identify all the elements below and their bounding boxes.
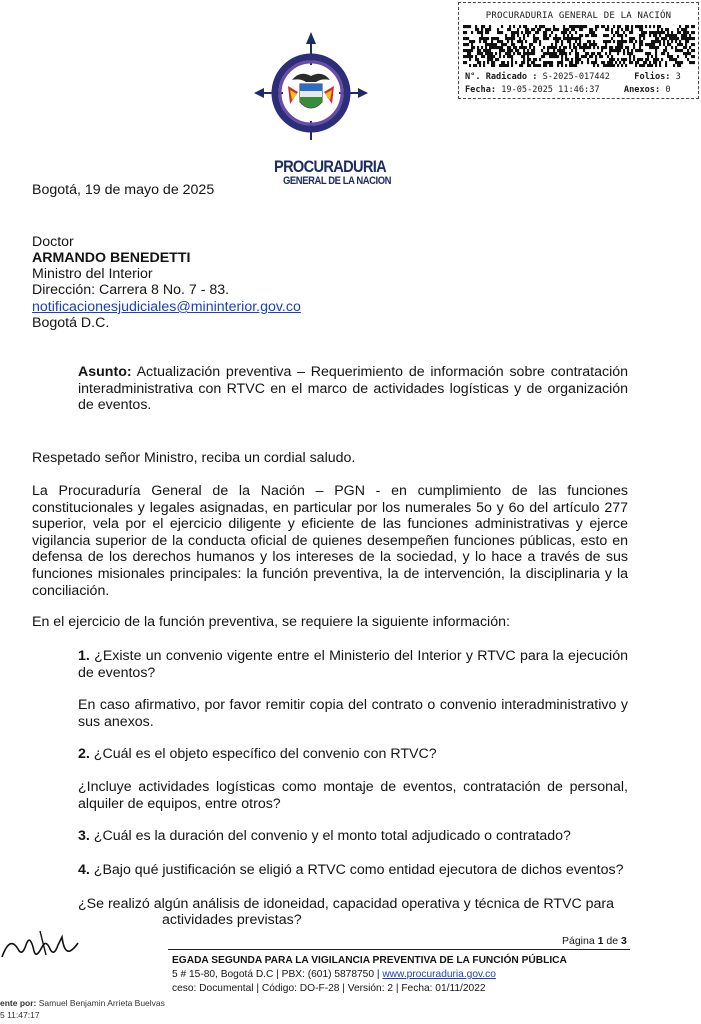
question-1-number: 1.	[78, 648, 90, 664]
subject-text: Actualización preventiva – Requerimiento de información sobre contratación interadministrativa con RTVC en el marco de actividades logísticas y de organización de eventos.	[78, 364, 628, 414]
question-4-followup-line2: actividades previstas?	[162, 912, 302, 928]
footer-document-code: ceso: Documental | Código: DO-F-28 | Versión: 2 | Fecha: 01/11/2022	[172, 983, 486, 994]
fecha-value: 19-05-2025 11:46:37	[501, 85, 600, 95]
radicado-value: S-2025-017442	[542, 72, 610, 82]
footer-divider	[168, 949, 630, 950]
subject-label: Asunto:	[78, 364, 132, 380]
anexos-value: 0	[665, 85, 671, 95]
question-2-followup: ¿Incluye actividades logísticas como montaje de eventos, contratación de personal, alquiler de equipos, entre otros?	[78, 779, 628, 812]
signer-time: 5 11:47:17	[0, 1010, 40, 1020]
barcode-icon	[463, 25, 695, 67]
question-1	[78, 648, 628, 681]
recipient-title: Doctor	[32, 234, 74, 250]
recipient-position: Ministro del Interior	[32, 266, 153, 282]
recipient-email-link[interactable]: notificacionesjudiciales@mininterior.gov.co	[32, 299, 301, 315]
signature-scribble	[0, 925, 82, 970]
logo-wordmark: PROCURADURIA	[274, 157, 386, 176]
folios-label: Folios:	[634, 72, 671, 82]
recipient-city: Bogotá D.C.	[32, 315, 110, 331]
footer-address: 5 # 15-80, Bogotá D.C | PBX: (601) 5878750 |	[172, 969, 383, 980]
question-4-followup-line1: ¿Se realizó algún análisis de idoneidad, capacidad operativa y técnica de RTVC para	[78, 896, 615, 912]
procuraduria-logo	[250, 30, 392, 187]
question-2-text: ¿Cuál es el objeto específico del convenio con RTVC?	[89, 746, 437, 762]
subject	[78, 364, 628, 414]
shield-emblem-icon	[250, 30, 370, 160]
question-2-number: 2.	[78, 746, 90, 762]
greeting: Respetado señor Ministro, reciba un cordial saludo.	[32, 450, 356, 466]
question-3-number: 3.	[78, 828, 90, 844]
signer-name: Samuel Benjamin Arrieta Buelvas	[38, 998, 165, 1008]
radicado-stamp	[458, 2, 699, 99]
intro-paragraph: La Procuraduría General de la Nación – PGN - en cumplimiento de las funciones constitucionales y legales asignadas, en particular por los numerales 5o y 6o del artículo 277 superior, vela por el ejercicio diligente y eficiente de las funciones administrativas y ejerce vigilancia superior de la conducta oficial de quienes desempeñen funciones públicas, esto en defensa de los derechos humanos y los intereses de la sociedad, y lo hace a través de sus funciones misionales principales: la función preventiva, la de intervención, la disciplinaria y la conciliación.	[32, 483, 628, 599]
question-4-number: 4.	[78, 862, 90, 878]
question-2	[78, 746, 628, 763]
footer-contact	[172, 969, 496, 981]
fecha-label: Fecha:	[465, 85, 497, 95]
radicado-label: N°. Radicado :	[465, 72, 538, 82]
page-current: 1	[597, 935, 604, 947]
recipient-address: Dirección: Carrera 8 No. 7 - 83.	[32, 282, 230, 298]
page-total: 3	[620, 935, 627, 947]
question-4	[78, 862, 628, 879]
question-4-text: ¿Bajo qué justificación se eligió a RTVC como entidad ejecutora de dichos eventos?	[89, 862, 624, 878]
signer-info	[0, 998, 165, 1008]
stamp-radicado-line	[465, 72, 681, 82]
signer-label: ente por:	[0, 998, 37, 1008]
recipient-name: ARMANDO BENEDETTI	[32, 250, 191, 266]
question-3-text: ¿Cuál es la duración del convenio y el monto total adjudicado o contratado?	[89, 828, 571, 844]
stamp-fecha-line	[465, 85, 671, 95]
folios-value: 3	[675, 72, 681, 82]
request-intro: En el ejercicio de la función preventiva, se requiere la siguiente información:	[32, 614, 510, 630]
question-1-followup: En caso afirmativo, por favor remitir copia del contrato o convenio interadministrativo y sus anexos.	[78, 697, 628, 730]
place-date: Bogotá, 19 de mayo de 2025	[32, 182, 215, 198]
footer-office: EGADA SEGUNDA PARA LA VIGILANCIA PREVENTIVA DE LA FUNCIÓN PÚBLICA	[172, 955, 567, 966]
anexos-label: Anexos:	[623, 85, 661, 95]
stamp-title: PROCURADURIA GENERAL DE LA NACIÓN	[485, 11, 672, 21]
footer-website-link[interactable]: www.procuraduria.gov.co	[382, 969, 496, 980]
question-1-text: ¿Existe un convenio vigente entre el Ministerio del Interior y RTVC para la ejecución de eventos?	[78, 648, 628, 681]
page-number: Página 1 de 3	[562, 935, 627, 947]
logo-subtitle: GENERAL DE LA NACION	[283, 175, 392, 187]
question-3	[78, 828, 628, 845]
